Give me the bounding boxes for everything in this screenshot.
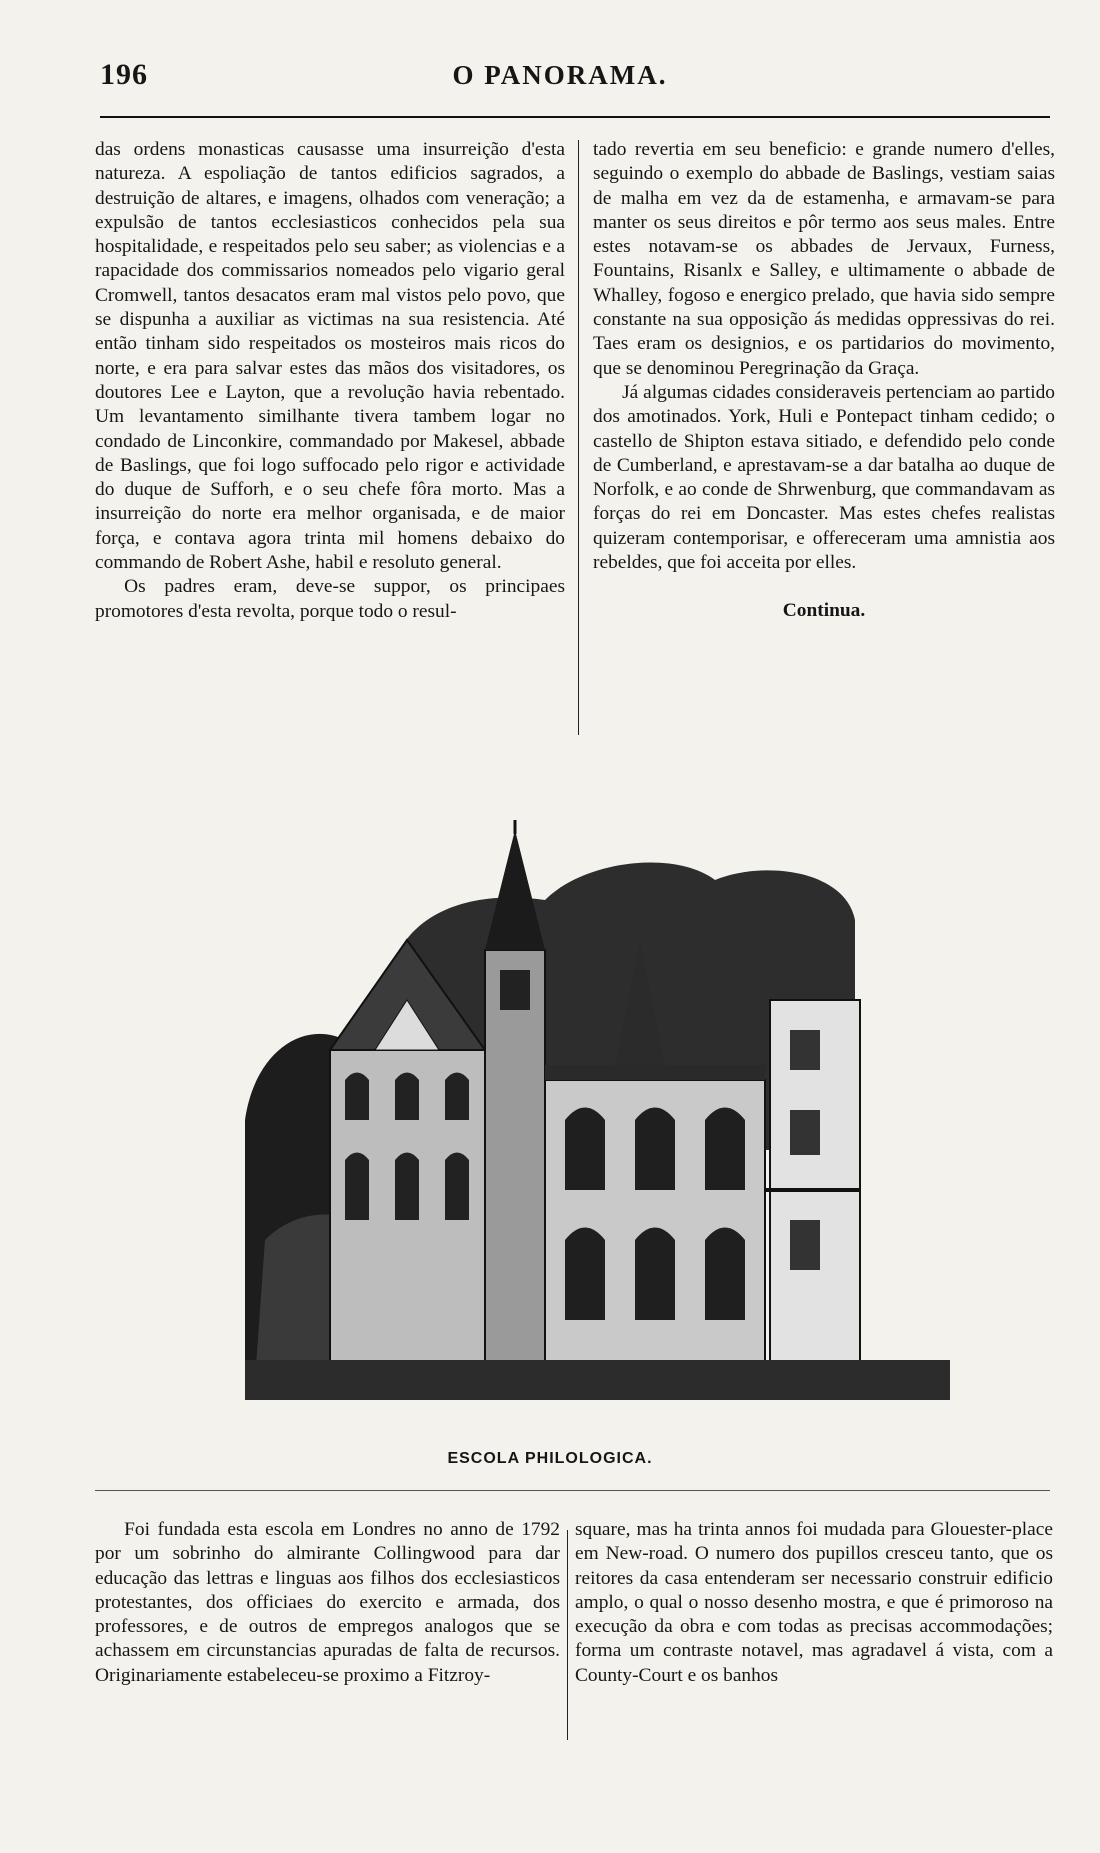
- paragraph: das ordens monasticas causasse uma insurreição d'esta natureza. A espoliação de tantos edificios sagrados, a destruição de altares, e imagens, olhados com veneração; a expulsão de tantos ecclesiasticos conhecidos pela sua hospitalidade, e respeitados pelo seu saber; as violencias e a rapacidade dos commissarios nomeados pelo vigario geral Cromwell, tantos desacatos eram mal vistos pelo povo, que se dispunha a auxiliar as victimas na sua resistencia. Até então tinham sido respeitados os mosteiros mais ricos do norte, e era para salvar estes das mãos dos visitadores, os doutores Lee e Layton, que a revolução havia rebentado. Um levantamento similhante tivera tambem logar no condado de Linconkire, commandado por Makesel, abbade de Baslings, que foi logo suffocado pelo rigor e actividade do duque de Sufforh, e o seu chefe fôra morto. Mas a insurreição do norte era melhor organisada, e de maior força, e contava agora trinta mil homens debaixo do commando de Robert Ashe, habil e resoluto general.: [95, 139, 565, 574]
- header-rule: [100, 116, 1050, 118]
- paragraph: Já algumas cidades consideraveis pertenciam ao partido dos amotinados. York, Huli e Pontepact tinham cedido; o castello de Shipton estava sitiado, e defendido pelo conde de Cumberland, e aprestavam-se a dar batalha ao duque de Norfolk, e ao conde de Shrwenburg, que commandavam as forças do rei em Doncaster. Mas estes chefes realistas quizeram contemporisar, e offereceram uma amnistia aos rebeldes, que foi acceita por elles.: [593, 381, 1055, 574]
- paragraph: Foi fundada esta escola em Londres no anno de 1792 por um sobrinho do almirante Collingwood para dar educação das lettras e linguas aos filhos dos ecclesiasticos protestantes, dos officiaes do exercito e armada, dos professores, e de outros de empregos analogos que se achassem em circunstancias apuradas de falta de recursos. Originariamente estabeleceu-se proximo a Fitzroy-: [95, 1519, 560, 1686]
- running-title: O PANORAMA.: [452, 60, 668, 90]
- paragraph: square, mas ha trinta annos foi mudada para Glouester-place em New-road. O numero dos pupillos cresceu tanto, que os reitores da casa entenderam ser necessario construir edificio amplo, o qual o nosso desenho mostra, e que é primoroso na execução da obra e com todas as precisas accommodações; forma um contraste notavel, mas agradavel á vista, com a County-Court e os banhos: [575, 1519, 1053, 1686]
- article-top-left-column: [95, 138, 565, 624]
- paragraph: Os padres eram, deve-se suppor, os principaes promotores d'esta revolta, porque todo o resul-: [95, 576, 565, 622]
- continua-label: Continua.: [782, 600, 866, 622]
- ground: [245, 1360, 950, 1400]
- central-tower: [485, 950, 545, 1370]
- caption-rule: [95, 1490, 1050, 1491]
- article-bottom-right-column: [575, 1518, 1053, 1688]
- school-building-illustration: [245, 820, 950, 1400]
- paragraph: tado revertia em seu beneficio: e grande numero d'elles, seguindo o exemplo do abbade de Baslings, vestiam saias de malha em vez da de estamenha, e armavam-se para manter os seus direitos e pôr termo aos seus males. Entre estes notavam-se os abbades de Jervaux, Furness, Fountains, Risanlx e Salley, e ultimamente o abbade de Whalley, fogoso e energico prelado, que havia sido sempre constante na sua opposição ás medidas oppressivas do rei. Taes eram os designios, e os partidarios do movimento, que se denominou Peregrinação da Graça.: [593, 139, 1055, 379]
- figure-caption: ESCOLA PHILOLOGICA.: [447, 1450, 653, 1467]
- page-number: 196: [100, 58, 148, 91]
- article-top-right-column: [593, 138, 1055, 624]
- column-divider: [578, 140, 579, 735]
- spire: [485, 830, 545, 950]
- article-bottom-left-column: [95, 1518, 560, 1688]
- page-header: [70, 58, 1050, 98]
- engraving-school-building: [245, 820, 950, 1400]
- column-divider: [567, 1530, 568, 1740]
